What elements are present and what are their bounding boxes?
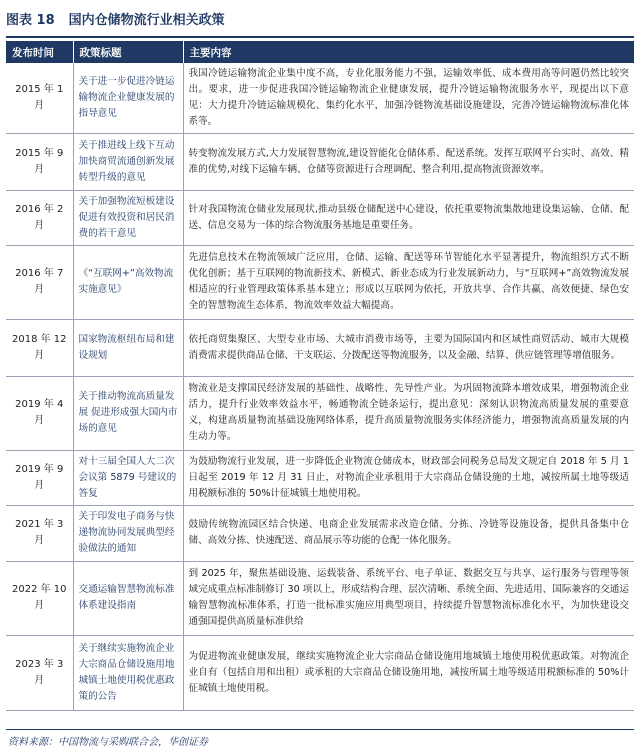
row-content: 我国冷链运输物流企业集中度不高，专业化服务能力不强，运输效率低、成本费用高等问题仍然比较突出。要求，进一步促进我国冷链运输物流企业健康发展，提升冷链运输物流服务水平，现提出以下意见：大力提升冷链运输规模化、集约化水平，加强冷链物流基础设施建设，完善冷链运输物流标准化体系等。: [183, 63, 634, 133]
table-row: [6, 319, 634, 376]
row-policy: 对十三届全国人大二次会议第 5879 号建议的答复: [73, 450, 183, 505]
table-row: [6, 505, 634, 561]
row-date: 2015 年 9 月: [6, 133, 73, 190]
figure-title: [6, 0, 634, 36]
table-row: [6, 245, 634, 319]
row-policy: 国家物流枢纽布局和建设规划: [73, 319, 183, 376]
row-date: 2016 年 2 月: [6, 190, 73, 245]
row-content: 物流业是支撑国民经济发展的基础性、战略性、先导性产业。为巩固物流降本增效成果，增强物流企业活力，提升行业效率效益水平，畅通物流全链条运行，提出意见：深刻认识物流高质量发展的重要意义，构建高质量物流基础设施网络体系，提升高质量物流服务实体经济能力，增强物流高质量发展的内生动力等。: [183, 376, 634, 450]
title-rule: [6, 36, 634, 38]
table-row: [6, 190, 634, 245]
row-date: 2015 年 1 月: [6, 63, 73, 133]
row-content: 到 2025 年，聚焦基础设施、运载装备、系统平台、电子单证、数据交互与共享、运行服务与管理等领域完成重点标准制修订 30 项以上，形成结构合理、层次清晰、系统全面、先进适用、国际兼容的交通运输智慧物流标准体系，打造一批标准实施应用典型项目，持续提升智慧物流标准化水平，为加快建设交通强国提供高质量标准供给: [183, 561, 634, 635]
row-content: 鼓励传统物流园区结合快递、电商企业发展需求改造仓储、分拣、冷链等设施设备，提供具备集中仓储、高效分拣、快速配送、商品展示等功能的仓配一体化服务。: [183, 505, 634, 561]
table-row: [6, 450, 634, 505]
row-policy: 关于推进线上线下互动加快商贸流通创新发展转型升级的意见: [73, 133, 183, 190]
row-content: 为促进物流业健康发展，继续实施物流企业大宗商品仓储设施用地城镇土地使用税优惠政策。对物流企业自有（包括自用和出租）或承租的大宗商品仓储设施用地，减按所属土地等级适用税额标准的 50%计征城镇土地使用税。: [183, 635, 634, 710]
row-policy: 关于推动物流高质量发展 促进形成强大国内市场的意见: [73, 376, 183, 450]
row-content: 为鼓励物流行业发展，进一步降低企业物流仓储成本，财政部会同税务总局发文规定自 2018 年 5 月 1 日起至 2019 年 12 月 31 日止，对物流企业承租用于大宗商品仓储设施的土地，减按所属土地等级适用税额标准的 50%计征城镇土地使用税。: [183, 450, 634, 505]
row-date: 2022 年 10 月: [6, 561, 73, 635]
row-date: 2018 年 12 月: [6, 319, 73, 376]
header-content: 主要内容: [183, 41, 634, 63]
row-policy: 关于加强物流短板建设促进有效投资和居民消费的若干意见: [73, 190, 183, 245]
row-date: 2016 年 7 月: [6, 245, 73, 319]
table-bottom-rule: [6, 729, 634, 730]
row-content: 针对我国物流仓储业发展现状,推动县级仓储配送中心建设，依托重要物流集散地建设集运输、仓储、配送、信息交易为一体的综合物流服务基地是重要任务。: [183, 190, 634, 245]
row-content: 依托商贸集聚区、大型专业市场、大城市消费市场等，主要为国际国内和区域性商贸活动、城市大规模消费需求提供商品仓储、干支联运、分拨配送等物流服务，以及金融、结算、供应链管理等增值服务。: [183, 319, 634, 376]
row-date: 2019 年 9 月: [6, 450, 73, 505]
table-row: [6, 63, 634, 133]
row-policy: 关于继续实施物流企业大宗商品仓储设施用地城镇土地使用税优惠政策的公告: [73, 635, 183, 710]
row-content: 先进信息技术在物流领域广泛应用，仓储、运输、配送等环节智能化水平显著提升，物流组织方式不断优化创新；基于互联网的物流新技术、新模式、新业态成为行业发展新动力，与“互联网+”高效物流发展相适应的行业管理政策体系基本建立；形成以互联网为依托，开放共享、合作共赢、高效便捷、绿色安全的智慧物流生态体系，物流效率效益大幅提高。: [183, 245, 634, 319]
row-policy: 关于进一步促进冷链运输物流企业健康发展的指导意见: [73, 63, 183, 133]
figure-title-text: 国内仓储物流行业相关政策: [68, 12, 225, 28]
header-date: 发布时间: [6, 41, 73, 63]
table-row: [6, 133, 634, 190]
table-row: [6, 376, 634, 450]
table-row: [6, 561, 634, 635]
source-note: 资料来源：中国物流与采购联合会，华创证券: [8, 737, 208, 748]
row-date: 2023 年 3 月: [6, 635, 73, 710]
figure-label: 图表 18: [6, 12, 55, 28]
table-header-row: [6, 41, 634, 63]
policy-table: [6, 41, 634, 711]
table-row: [6, 635, 634, 710]
row-policy: 关于印发电子商务与快递物流协同发展典型经验做法的通知: [73, 505, 183, 561]
header-policy: 政策标题: [73, 41, 183, 63]
row-policy: 《“互联网+”高效物流实施意见》: [73, 245, 183, 319]
row-policy: 交通运输智慧物流标准体系建设指南: [73, 561, 183, 635]
row-content: 转变物流发展方式,大力发展智慧物流,建设智能化仓储体系、配送系统。发挥互联网平台实时、高效、精准的优势,对线下运输车辆、仓储等资源进行合理调配、整合利用,提高物流资源效率。: [183, 133, 634, 190]
row-date: 2019 年 4 月: [6, 376, 73, 450]
row-date: 2021 年 3 月: [6, 505, 73, 561]
